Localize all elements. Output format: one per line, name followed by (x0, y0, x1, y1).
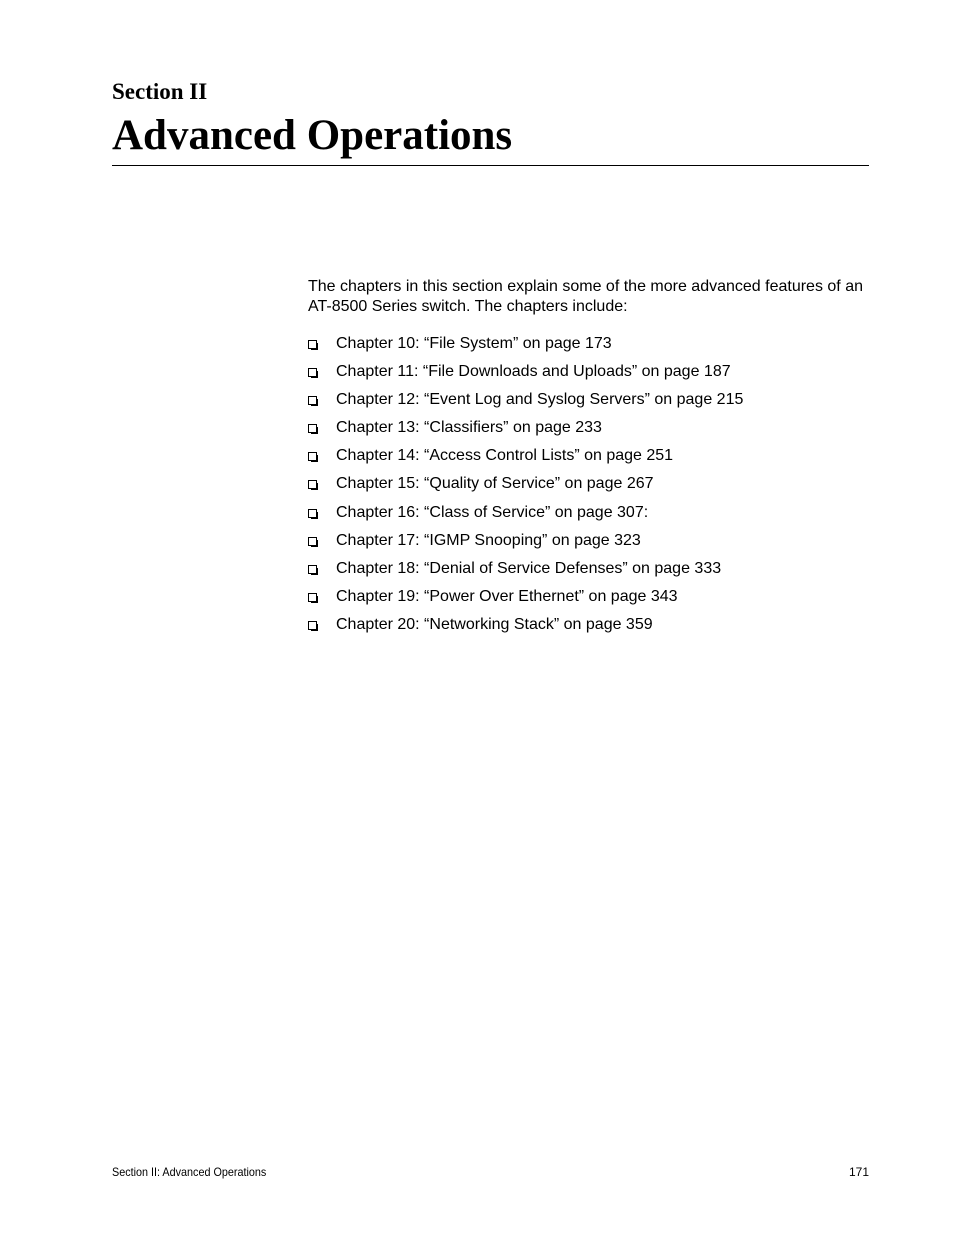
box-bullet-icon (308, 537, 318, 547)
chapter-link[interactable]: Chapter 17: “IGMP Snooping” on page 323 (336, 531, 641, 549)
box-bullet-icon (308, 480, 318, 490)
box-bullet-icon (308, 621, 318, 631)
title-divider (112, 165, 869, 166)
box-bullet-icon (308, 593, 318, 603)
page-title: Advanced Operations (112, 112, 513, 159)
box-bullet-icon (308, 340, 318, 350)
chapter-link[interactable]: Chapter 20: “Networking Stack” on page 359 (336, 615, 653, 633)
list-item (308, 502, 743, 530)
box-bullet-icon (308, 368, 318, 378)
list-item (308, 389, 743, 417)
chapter-link[interactable]: Chapter 14: “Access Control Lists” on page 251 (336, 447, 674, 465)
list-item (308, 417, 743, 445)
box-bullet-icon (308, 396, 318, 406)
list-item (308, 473, 743, 501)
chapter-link[interactable]: Chapter 11: “File Downloads and Uploads” on page 187 (336, 363, 731, 381)
box-bullet-icon (308, 424, 318, 434)
chapter-link[interactable]: Chapter 13: “Classifiers” on page 233 (336, 419, 602, 437)
box-bullet-icon (308, 565, 318, 575)
list-item (308, 445, 743, 473)
list-item (308, 361, 743, 389)
list-item (308, 333, 743, 361)
box-bullet-icon (308, 509, 318, 519)
chapter-link[interactable]: Chapter 12: “Event Log and Syslog Servers” on page 215 (336, 391, 744, 409)
chapter-link[interactable]: Chapter 19: “Power Over Ethernet” on page 343 (336, 587, 678, 605)
list-item (308, 530, 743, 558)
chapter-link[interactable]: Chapter 16: “Class of Service” on page 307: (336, 503, 649, 521)
page-number: 171 (848, 1165, 869, 1179)
intro-paragraph: The chapters in this section explain some of the more advanced features of an AT-8500 Series switch. The chapters include: (308, 278, 863, 315)
section-label: Section II (112, 79, 208, 104)
box-bullet-icon (308, 452, 318, 462)
list-item (308, 558, 743, 586)
chapter-link[interactable]: Chapter 10: “File System” on page 173 (336, 335, 612, 352)
chapter-link[interactable]: Chapter 15: “Quality of Service” on page 267 (336, 475, 654, 493)
chapter-list (308, 333, 743, 642)
chapter-link[interactable]: Chapter 18: “Denial of Service Defenses” on page 333 (336, 559, 722, 577)
list-item (308, 586, 743, 614)
list-item (308, 614, 743, 642)
footer-section-title: Section II: Advanced Operations (112, 1165, 267, 1179)
